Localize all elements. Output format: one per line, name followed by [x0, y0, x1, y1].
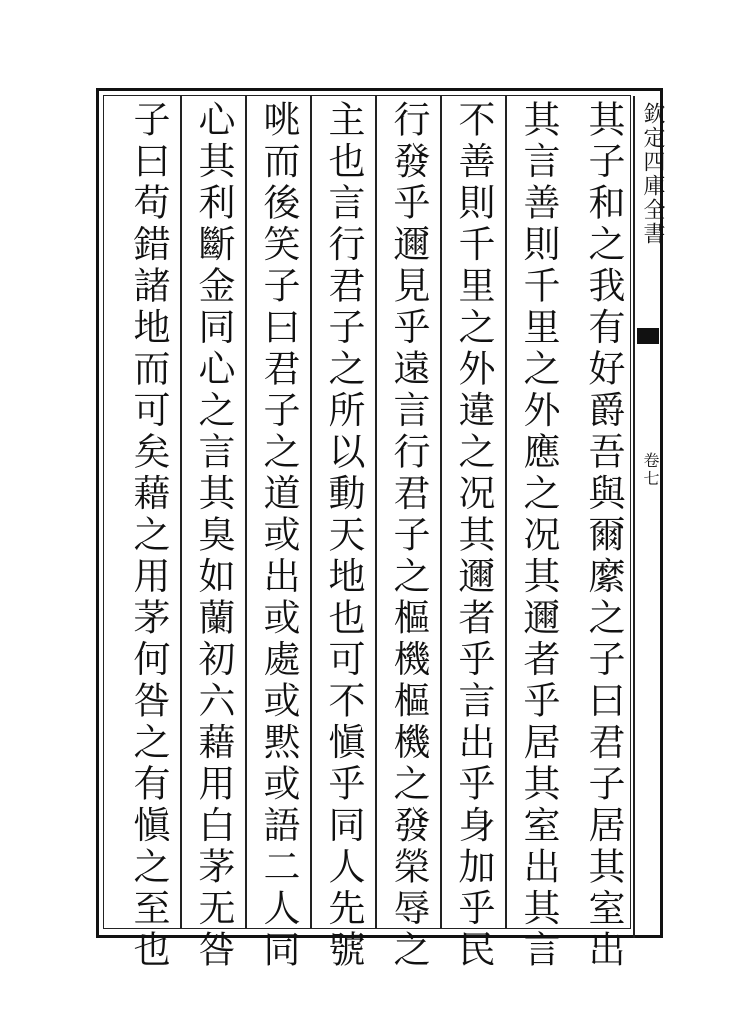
- column-rule: [375, 96, 377, 928]
- text-column-2: 其言善則千里之外應之况其邇者乎居其室出其言: [517, 100, 560, 972]
- column-rule: [180, 96, 182, 928]
- text-column-6: 咷而後笑子曰君子之道或出或處或黙或語二人同: [257, 100, 300, 972]
- column-rule: [310, 96, 312, 928]
- text-column-8: 子曰苟錯諸地而可矣藉之用茅何咎之有愼之至也: [127, 100, 170, 972]
- column-rule: [245, 96, 247, 928]
- fishtail-mark: [637, 328, 659, 344]
- volume-number: 卷七: [641, 452, 660, 488]
- text-column-1: 其子和之我有好爵吾與爾縻之子曰君子居其室出: [582, 100, 625, 972]
- text-column-4: 行發乎邇見乎遠言行君子之樞機樞機之發榮辱之: [387, 100, 430, 972]
- text-column-3: 不善則千里之外違之况其邇者乎言出乎身加乎民: [452, 100, 495, 972]
- column-rule: [440, 96, 442, 928]
- book-title: 欽定四庫全書: [640, 102, 665, 246]
- column-rule: [505, 96, 507, 928]
- text-column-5: 主也言行君子之所以動天地也可不愼乎同人先號: [322, 100, 365, 972]
- text-column-7: 心其利斷金同心之言其臭如蘭初六藉用白茅无咎: [192, 100, 235, 972]
